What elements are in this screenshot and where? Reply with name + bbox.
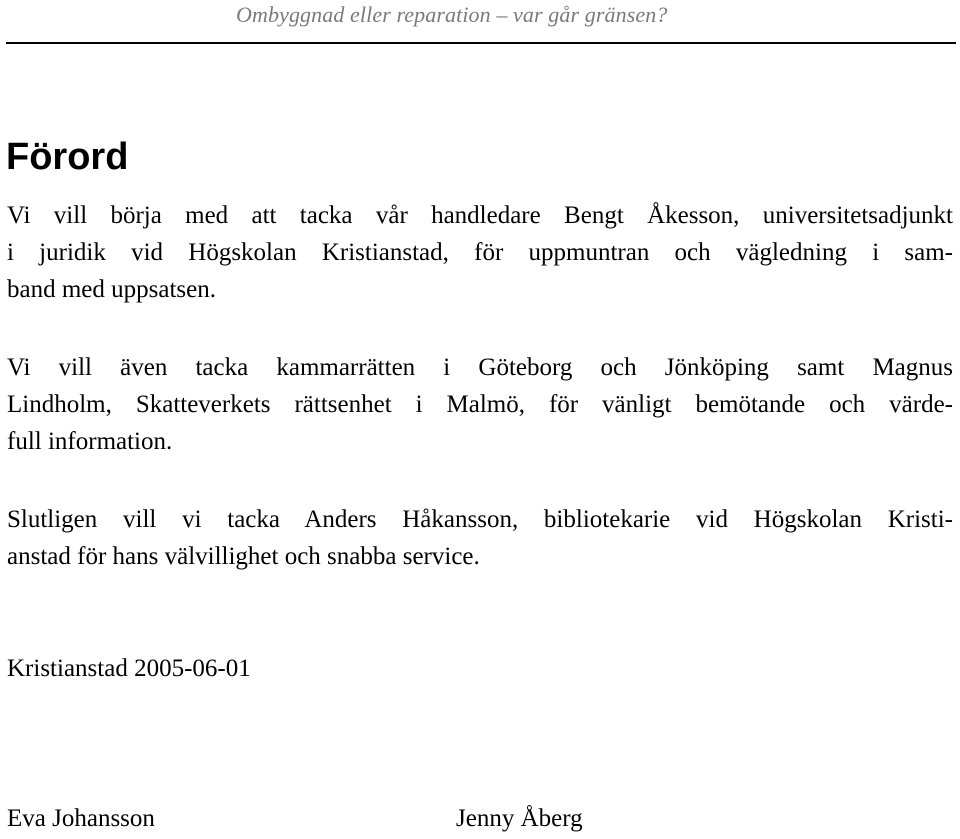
paragraph-line: band med uppsatsen. <box>7 276 216 303</box>
paragraph-line: i juridik vid Högskolan Kristianstad, för uppmuntran och vägledning i sam- <box>7 239 953 266</box>
paragraph-line: Lindholm, Skatteverkets rättsenhet i Malmö, för vänligt bemötande och värde- <box>7 391 953 418</box>
page-title: Förord <box>6 136 129 178</box>
place-date: Kristianstad 2005-06-01 <box>7 655 251 682</box>
paragraph-line: Slutligen vill vi tacka Anders Håkansson, bibliotekarie vid Högskolan Kristi- <box>7 506 953 533</box>
paragraph-court-thanks <box>7 349 953 460</box>
signature-eva-johansson: Eva Johansson <box>7 805 155 832</box>
paragraph-line: Vi vill även tacka kammarrätten i Göteborg och Jönköping samt Magnus <box>7 354 953 381</box>
header-rule <box>6 42 956 44</box>
paragraph-librarian-thanks <box>7 501 953 575</box>
running-header: Ombyggnad eller reparation – var går gränsen? <box>236 2 668 27</box>
paragraph-supervisor-thanks <box>7 197 953 308</box>
paragraph-line: full information. <box>7 428 173 455</box>
paragraph-line: anstad för hans välvillighet och snabba service. <box>7 543 480 570</box>
paragraph-line: Vi vill börja med att tacka vår handledare Bengt Åkesson, universitetsadjunkt <box>7 202 953 229</box>
signature-jenny-aberg: Jenny Åberg <box>456 805 583 832</box>
